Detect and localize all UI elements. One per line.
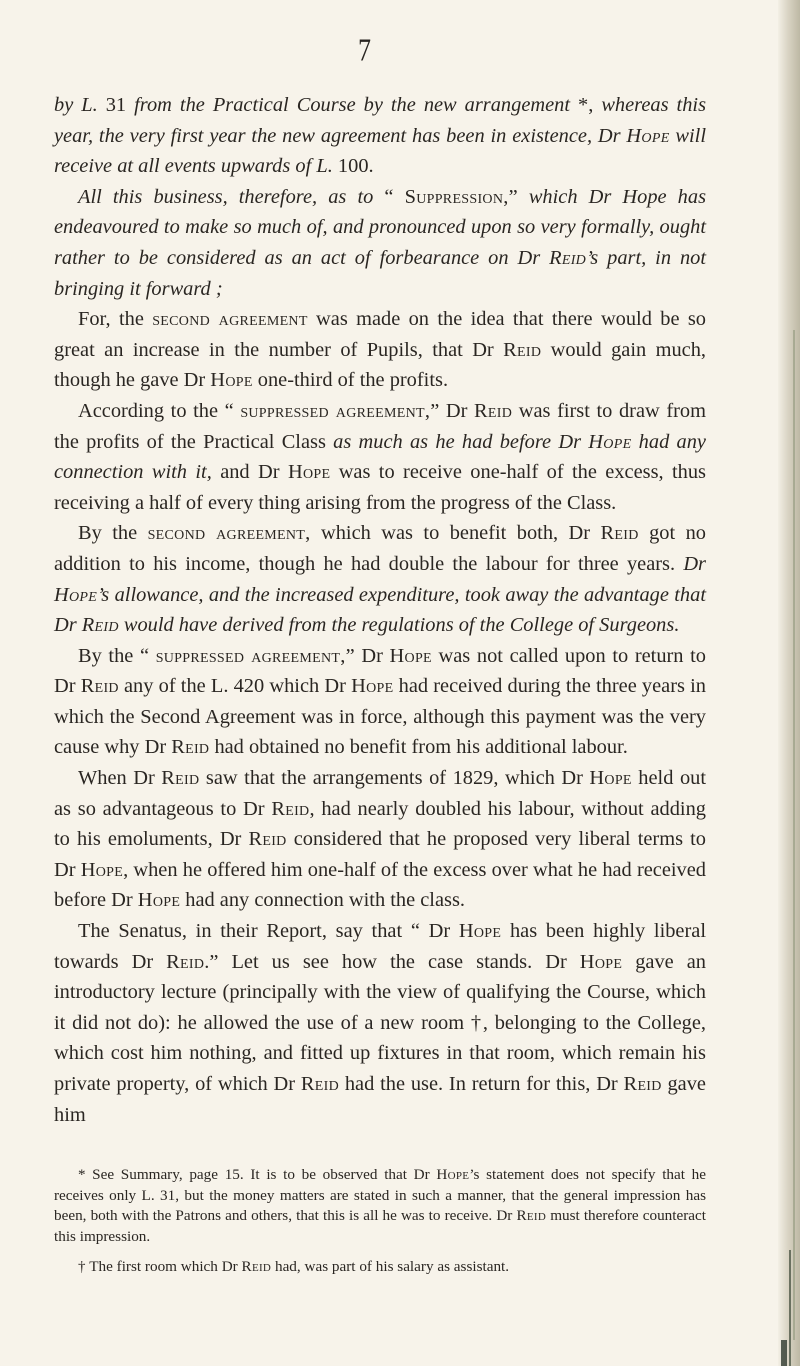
text-run: Reid	[81, 614, 119, 637]
footnote	[54, 1165, 706, 1247]
text-run: Suppression,	[404, 185, 509, 208]
text-run: was to receive one-half of the excess, thus receiving a half of every thing arising from the progress of the Class.	[54, 461, 706, 514]
text-run: ”	[508, 185, 529, 208]
paragraph	[54, 518, 706, 640]
text-run: from the Practical Course by the new arrangement	[134, 94, 571, 116]
text-run: was first to draw from the profits of the Practical Class	[54, 399, 706, 453]
text-run: Reid	[503, 338, 542, 361]
body-text	[54, 90, 706, 1130]
text-run: one-third of the profits.	[252, 369, 449, 392]
text-run: Reid	[623, 1073, 662, 1095]
text-run: ’s allowance, and the increased expenditure, took away the advantage that Dr	[54, 583, 706, 637]
text-run: saw that the arrangements of 1829, which Dr	[199, 767, 590, 790]
text-run: Reid	[161, 767, 200, 790]
text-run: held out as so advantageous to Dr	[54, 767, 707, 820]
footnote	[54, 1257, 706, 1278]
text-run: Reid	[241, 1258, 272, 1276]
text-run: “	[384, 185, 405, 208]
text-run: ” Dr	[430, 399, 475, 422]
text-run: ’s part, in not bringing it forward ;	[54, 246, 707, 300]
text-run: Reid	[171, 736, 210, 759]
text-run: which was to benefit both, Dr	[310, 522, 601, 545]
text-run: For, the	[78, 308, 153, 331]
text-run: Reid	[474, 399, 513, 422]
text-run: According to the “	[78, 399, 241, 422]
text-run: and Dr	[211, 461, 288, 484]
text-run: Hope	[210, 369, 253, 392]
text-run: Reid	[271, 797, 310, 820]
text-run: was not called upon to return to Dr	[54, 644, 707, 698]
text-run: Reid	[300, 1073, 340, 1095]
text-run: had received during the three years in which the Second Agreement was in force, although this payment was the very cause why Dr	[54, 675, 706, 759]
paragraph	[54, 396, 706, 518]
text-run: Reid	[516, 1207, 547, 1225]
text-run: Hope	[389, 644, 432, 667]
text-run: See Summary, page 15. It is to be observed that Dr	[92, 1166, 437, 1183]
text-run: gave an introductory lecture (principally with the view of qualifying the Course, which it did not do): he allowed the use of a new room †, belonging to the College, which cost him nothing, and fitted up fixtures in that room, which remain his private property, of which Dr	[54, 950, 706, 1095]
text-run: Reid	[248, 828, 287, 851]
text-run: L.	[81, 94, 98, 116]
text-run: When Dr	[78, 767, 162, 790]
text-run: L.	[316, 155, 333, 178]
text-run: By the “	[78, 644, 156, 667]
text-run: gave him	[54, 1073, 706, 1126]
paragraph	[54, 641, 706, 763]
text-run: Hope	[588, 430, 632, 453]
text-run: would have derived from the regulations of the College of Surgeons.	[118, 614, 680, 637]
text-run: had any connection with it,	[54, 430, 706, 484]
text-run: , when he offered him one-half of the excess over what he had received before Dr	[54, 858, 706, 912]
text-run: second agreement,	[147, 522, 311, 545]
text-run: by	[54, 94, 82, 116]
text-run: *	[78, 1167, 93, 1183]
paragraph	[54, 182, 706, 304]
text-run: ’s statement does not specify that he receives only L. 31, but the money matters are stated in such a manner, that the general impression has been, both with the Patrons and others, that this is all he was to receive. Dr	[54, 1166, 707, 1225]
text-run: Hope	[626, 124, 670, 147]
paragraph	[54, 763, 706, 916]
text-run: has been highly liberal towards Dr	[54, 920, 706, 973]
text-run: suppressed agreement,	[240, 399, 431, 422]
text-run: Hope	[589, 767, 632, 790]
text-run: The Senatus, in their Report, say that “ Dr	[78, 920, 459, 943]
text-run: 100.	[332, 155, 374, 178]
text-run: Dr	[683, 552, 706, 575]
text-run: .” Let us see how the case stands. Dr	[204, 950, 580, 973]
text-run: had obtained no benefit from his additional labour.	[209, 736, 628, 759]
paragraph	[54, 916, 706, 1130]
page-number: 7	[358, 33, 371, 68]
text-run: Hope	[80, 858, 124, 881]
text-run: as much as he had before Dr	[333, 430, 589, 453]
text-run: Reid	[600, 522, 639, 545]
text-run: Reid	[80, 675, 119, 698]
text-run: whereas this year, the very first year the new agreement has been in existence, Dr	[54, 94, 707, 147]
text-run: Hope	[579, 950, 623, 973]
text-run: Reid	[166, 950, 205, 973]
text-run: Hope	[351, 675, 394, 698]
text-run: must therefore counteract this impression.	[54, 1207, 706, 1245]
text-run: †	[78, 1259, 90, 1276]
text-run: got no addition to his income, though he had double the labour for three years.	[54, 522, 706, 575]
text-run: The first room which Dr	[89, 1258, 242, 1276]
text-run: Reid	[549, 246, 587, 269]
text-run: considered that he proposed very liberal terms to Dr	[54, 828, 706, 881]
binding-edge-marks	[778, 0, 800, 1366]
text-run: All this business, therefore, as to	[78, 185, 385, 208]
text-run: Hope	[287, 461, 331, 484]
text-run: Hope	[137, 889, 181, 912]
paragraph	[54, 90, 706, 182]
text-run: will receive at all events upwards of	[54, 124, 706, 178]
text-run: , had nearly doubled his labour, without adding to his emoluments, Dr	[54, 797, 706, 851]
text-run: By the	[78, 522, 148, 545]
text-run: ” Dr	[345, 644, 390, 667]
text-run: suppressed agreement,	[155, 644, 346, 667]
text-run: *,	[570, 94, 602, 116]
text-run: Hope	[436, 1166, 470, 1183]
text-run: Hope	[54, 583, 98, 606]
text-run: 31	[97, 94, 135, 116]
text-run: was made on the idea that there would be so great an increase in the number of Pupils, that Dr	[54, 308, 706, 361]
text-run: second agreement	[152, 308, 308, 331]
text-run: had the use. In return for this, Dr	[339, 1073, 624, 1095]
text-run: any of the L. 420 which Dr	[118, 675, 352, 698]
text-run: had, was part of his salary as assistant.	[271, 1258, 510, 1276]
text-run: had any connection with the class.	[180, 889, 465, 912]
text-run: which Dr Hope has endeavoured to make so much of, and pronounced upon so very formally, ought rather to be considered as an act of forbearance on Dr	[54, 185, 707, 269]
footnotes	[54, 1165, 706, 1288]
text-run: would gain much, though he gave Dr	[54, 338, 706, 392]
text-run: Hope	[458, 920, 502, 943]
paragraph	[54, 304, 706, 396]
